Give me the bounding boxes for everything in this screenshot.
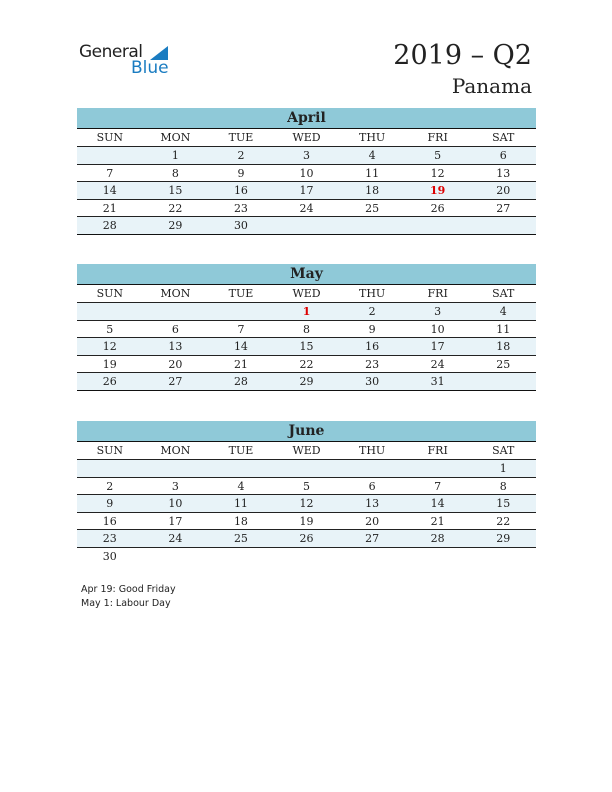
page-title: 2019 – Q2 bbox=[393, 40, 532, 71]
week-row bbox=[77, 182, 536, 200]
date-cell: 19 bbox=[299, 514, 314, 528]
date-cell: 18 bbox=[365, 184, 380, 197]
holiday-note: May 1: Labour Day bbox=[81, 598, 171, 609]
date-cell: 28 bbox=[102, 219, 117, 232]
month-may bbox=[77, 264, 536, 391]
date-cell: 8 bbox=[303, 322, 311, 336]
date-cell: 7 bbox=[434, 479, 442, 493]
date-cell: 10 bbox=[430, 322, 445, 336]
date-cell: 17 bbox=[430, 340, 445, 353]
weekday-label: SAT bbox=[492, 131, 515, 144]
date-cell: 25 bbox=[233, 532, 248, 545]
date-cell: 14 bbox=[430, 497, 445, 510]
date-cell bbox=[274, 217, 340, 234]
date-cell: 21 bbox=[233, 357, 248, 371]
week-row bbox=[77, 147, 536, 165]
week-row bbox=[77, 303, 536, 321]
holiday-notes bbox=[81, 583, 176, 611]
date-cell: 30 bbox=[233, 219, 248, 232]
date-cell: 29 bbox=[496, 532, 511, 545]
date-cell: 15 bbox=[496, 497, 511, 510]
date-cell: 9 bbox=[106, 497, 114, 510]
date-cell: 18 bbox=[496, 340, 511, 353]
date-cell bbox=[470, 217, 536, 234]
date-cell: 22 bbox=[496, 514, 511, 528]
date-cell: 3 bbox=[434, 305, 442, 318]
date-cell: 22 bbox=[168, 201, 183, 215]
date-cell: 24 bbox=[430, 357, 445, 371]
date-cell bbox=[77, 147, 143, 164]
date-cell bbox=[143, 548, 209, 566]
date-cell: 20 bbox=[168, 357, 183, 371]
month-title: April bbox=[77, 108, 536, 129]
date-cell: 29 bbox=[168, 219, 183, 232]
week-row bbox=[77, 373, 536, 391]
weekday-label: FRI bbox=[427, 444, 448, 457]
date-cell: 12 bbox=[299, 497, 314, 510]
country-name: Panama bbox=[451, 74, 532, 98]
weekday-label: TUE bbox=[228, 444, 254, 457]
date-cell: 4 bbox=[499, 305, 507, 318]
date-cell: 25 bbox=[496, 357, 511, 371]
date-cell: 11 bbox=[365, 166, 380, 180]
month-title: June bbox=[77, 421, 536, 442]
week-row bbox=[77, 356, 536, 374]
date-cell: 24 bbox=[168, 532, 183, 545]
week-row bbox=[77, 548, 536, 566]
date-cell: 8 bbox=[171, 166, 179, 180]
weekday-header bbox=[77, 442, 536, 460]
date-cell: 7 bbox=[237, 322, 245, 336]
weekday-header bbox=[77, 129, 536, 147]
date-cell bbox=[339, 217, 405, 234]
date-cell: 19 bbox=[102, 357, 117, 371]
date-cell bbox=[470, 373, 536, 390]
date-cell: 29 bbox=[299, 375, 314, 388]
date-cell bbox=[208, 460, 274, 477]
week-row bbox=[77, 338, 536, 356]
date-cell: 25 bbox=[365, 201, 380, 215]
weekday-label: MON bbox=[160, 287, 191, 300]
date-cell: 30 bbox=[365, 375, 380, 388]
date-cell: 6 bbox=[499, 149, 507, 162]
date-cell: 24 bbox=[299, 201, 314, 215]
date-cell bbox=[208, 548, 274, 566]
date-cell: 20 bbox=[496, 184, 511, 197]
date-cell bbox=[208, 303, 274, 320]
weekday-label: SAT bbox=[492, 444, 515, 457]
weekday-label: MON bbox=[160, 444, 191, 457]
date-cell: 20 bbox=[365, 514, 380, 528]
date-cell bbox=[405, 548, 471, 566]
date-cell: 1 bbox=[171, 149, 179, 162]
date-cell bbox=[77, 303, 143, 320]
week-row bbox=[77, 217, 536, 235]
date-cell bbox=[77, 460, 143, 477]
date-cell: 14 bbox=[233, 340, 248, 353]
logo-general: General bbox=[79, 42, 143, 62]
week-row bbox=[77, 513, 536, 531]
holiday-date: 1 bbox=[302, 305, 311, 318]
date-cell: 26 bbox=[102, 375, 117, 388]
weekday-label: THU bbox=[359, 444, 386, 457]
date-cell: 21 bbox=[102, 201, 117, 215]
weekday-label: SUN bbox=[96, 444, 123, 457]
date-cell: 31 bbox=[430, 375, 445, 388]
week-row bbox=[77, 460, 536, 478]
date-cell: 17 bbox=[168, 514, 183, 528]
month-june bbox=[77, 421, 536, 565]
date-cell bbox=[274, 460, 340, 477]
date-cell: 1 bbox=[499, 462, 507, 475]
date-cell: 15 bbox=[168, 184, 183, 197]
date-cell: 23 bbox=[365, 357, 380, 371]
date-cell: 5 bbox=[434, 149, 442, 162]
weekday-label: WED bbox=[292, 131, 321, 144]
date-cell: 2 bbox=[106, 479, 114, 493]
week-row bbox=[77, 200, 536, 218]
date-cell: 6 bbox=[171, 322, 179, 336]
weekday-label: MON bbox=[160, 131, 191, 144]
date-cell: 9 bbox=[368, 322, 376, 336]
date-cell bbox=[274, 548, 340, 566]
date-cell: 28 bbox=[430, 532, 445, 545]
week-row bbox=[77, 321, 536, 339]
week-row bbox=[77, 530, 536, 548]
date-cell: 9 bbox=[237, 166, 245, 180]
date-cell: 17 bbox=[299, 184, 314, 197]
date-cell: 2 bbox=[368, 305, 376, 318]
date-cell: 22 bbox=[299, 357, 314, 371]
weekday-label: SUN bbox=[96, 287, 123, 300]
date-cell: 3 bbox=[303, 149, 311, 162]
date-cell: 6 bbox=[368, 479, 376, 493]
date-cell: 27 bbox=[168, 375, 183, 388]
weekday-label: THU bbox=[359, 287, 386, 300]
weekday-label: WED bbox=[292, 287, 321, 300]
date-cell bbox=[339, 460, 405, 477]
weekday-label: SUN bbox=[96, 131, 123, 144]
date-cell: 27 bbox=[365, 532, 380, 545]
weekday-label: TUE bbox=[228, 287, 254, 300]
week-row bbox=[77, 165, 536, 183]
week-row bbox=[77, 478, 536, 496]
date-cell: 12 bbox=[102, 340, 117, 353]
date-cell: 12 bbox=[430, 166, 445, 180]
date-cell bbox=[339, 548, 405, 566]
date-cell bbox=[405, 217, 471, 234]
weekday-label: WED bbox=[292, 444, 321, 457]
date-cell: 15 bbox=[299, 340, 314, 353]
weekday-header bbox=[77, 285, 536, 303]
date-cell: 23 bbox=[233, 201, 248, 215]
date-cell: 26 bbox=[430, 201, 445, 215]
date-cell bbox=[143, 303, 209, 320]
weekday-label: SAT bbox=[492, 287, 515, 300]
date-cell: 21 bbox=[430, 514, 445, 528]
date-cell: 26 bbox=[299, 532, 314, 545]
date-cell: 10 bbox=[168, 497, 183, 510]
date-cell: 4 bbox=[237, 479, 245, 493]
date-cell: 11 bbox=[496, 322, 511, 336]
date-cell: 13 bbox=[168, 340, 183, 353]
holiday-date: 19 bbox=[430, 184, 446, 197]
date-cell: 11 bbox=[233, 497, 248, 510]
date-cell: 16 bbox=[365, 340, 380, 353]
date-cell: 7 bbox=[106, 166, 114, 180]
date-cell: 3 bbox=[171, 479, 179, 493]
date-cell: 5 bbox=[106, 322, 114, 336]
date-cell bbox=[405, 460, 471, 477]
date-cell: 23 bbox=[102, 532, 117, 545]
date-cell: 5 bbox=[303, 479, 311, 493]
date-cell: 10 bbox=[299, 166, 314, 180]
date-cell: 8 bbox=[499, 479, 507, 493]
weekday-label: THU bbox=[359, 131, 386, 144]
date-cell: 27 bbox=[496, 201, 511, 215]
date-cell: 30 bbox=[102, 549, 117, 563]
date-cell: 16 bbox=[102, 514, 117, 528]
date-cell: 13 bbox=[365, 497, 380, 510]
weekday-label: FRI bbox=[427, 131, 448, 144]
logo-blue: Blue bbox=[131, 58, 169, 78]
date-cell bbox=[143, 460, 209, 477]
date-cell: 14 bbox=[102, 184, 117, 197]
weekday-label: TUE bbox=[228, 131, 254, 144]
date-cell: 4 bbox=[368, 149, 376, 162]
date-cell: 16 bbox=[233, 184, 248, 197]
date-cell: 28 bbox=[233, 375, 248, 388]
holiday-note: Apr 19: Good Friday bbox=[81, 584, 176, 595]
date-cell: 2 bbox=[237, 149, 245, 162]
weekday-label: FRI bbox=[427, 287, 448, 300]
date-cell bbox=[470, 548, 536, 566]
month-april bbox=[77, 108, 536, 235]
week-row bbox=[77, 495, 536, 513]
date-cell: 18 bbox=[233, 514, 248, 528]
month-title: May bbox=[77, 264, 536, 285]
date-cell: 13 bbox=[496, 166, 511, 180]
